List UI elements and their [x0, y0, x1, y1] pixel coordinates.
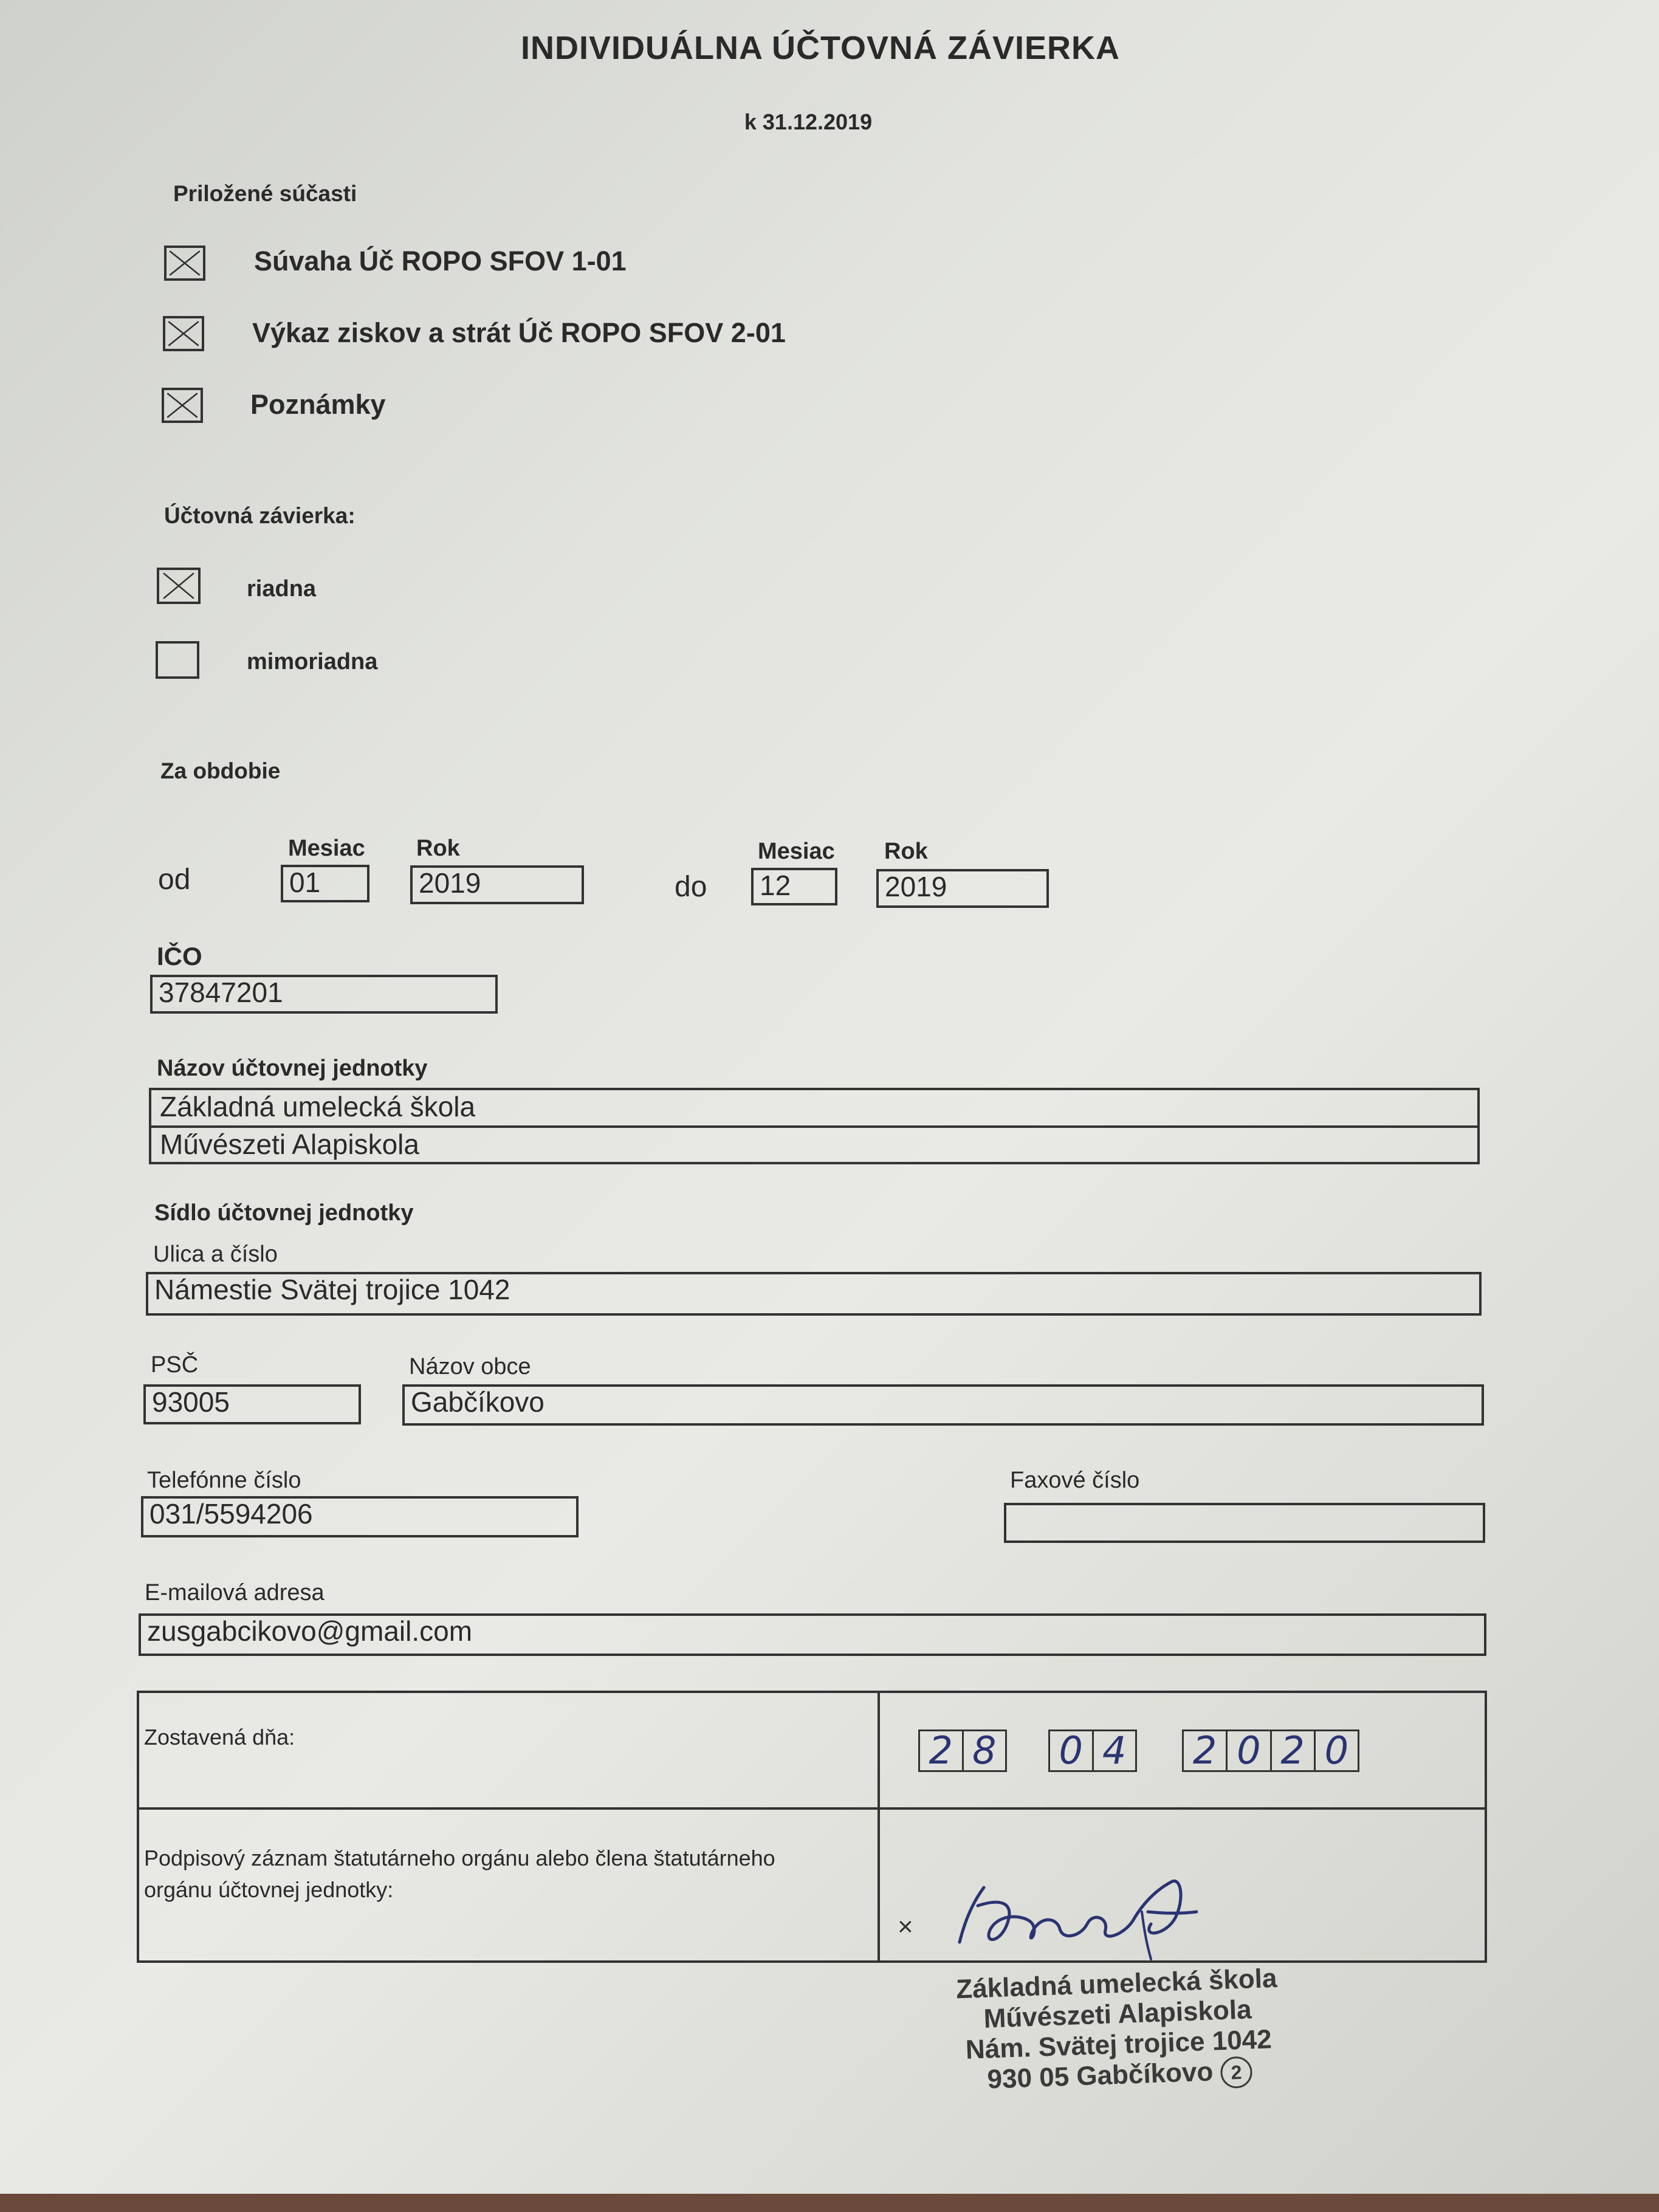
city-field[interactable]: Gabčíkovo	[402, 1384, 1484, 1426]
psc-field[interactable]: 93005	[143, 1384, 361, 1424]
compiled-month-digit: 0	[1050, 1731, 1094, 1770]
checkbox-mimoriadna[interactable]	[156, 641, 199, 679]
to-year-label: Rok	[884, 839, 928, 864]
document-date: k 31.12.2019	[744, 109, 873, 134]
phone-label: Telefónne číslo	[147, 1468, 301, 1493]
checkbox-cross-icon	[164, 390, 201, 421]
checkbox-poznamky[interactable]	[162, 388, 203, 423]
organization-stamp	[928, 1962, 1309, 2099]
from-month-field[interactable]: 01	[281, 865, 369, 902]
to-month-label: Mesiac	[758, 839, 835, 864]
ico-label: IČO	[157, 942, 202, 970]
psc-label: PSČ	[151, 1352, 199, 1378]
to-label: do	[675, 871, 707, 903]
from-year-field[interactable]: 2019	[410, 865, 584, 904]
compiled-year-digit: 2	[1272, 1731, 1316, 1770]
to-month-field[interactable]: 12	[751, 868, 837, 905]
stamp-line1: Základná umelecká škola	[955, 1963, 1278, 2005]
checkbox-cross-icon	[165, 318, 202, 349]
stamp-line2: Művészeti Alapiskola	[983, 1994, 1252, 2034]
checkbox-riadna[interactable]	[157, 568, 201, 604]
street-field[interactable]: Námestie Svätej trojice 1042	[146, 1272, 1482, 1316]
document-title: INDIVIDUÁLNA ÚČTOVNÁ ZÁVIERKA	[520, 30, 1121, 66]
table-vertical-divider	[878, 1693, 880, 1960]
entity-name-line2: Művészeti Alapiskola	[160, 1128, 419, 1160]
city-label: Názov obce	[409, 1354, 531, 1379]
address-heading: Sídlo účtovnej jednotky	[154, 1200, 414, 1226]
ico-field[interactable]: 37847201	[150, 975, 498, 1014]
closing-label-mimoriadna: mimoriadna	[247, 649, 378, 675]
email-field[interactable]: zusgabcikovo@gmail.com	[139, 1613, 1486, 1656]
closing-label-riadna: riadna	[247, 576, 317, 602]
from-year-label: Rok	[416, 836, 460, 861]
fax-field[interactable]	[1004, 1503, 1485, 1543]
stamp-badge: 2	[1220, 2056, 1253, 2089]
checkbox-suvaha[interactable]	[164, 246, 205, 281]
entity-name-line1: Základná umelecká škola	[160, 1091, 476, 1122]
attachment-label-poznamky: Poznámky	[250, 389, 386, 420]
compiled-year-digit: 0	[1228, 1731, 1271, 1770]
entity-name-label: Názov účtovnej jednotky	[157, 1056, 428, 1081]
compiled-day-field[interactable]	[918, 1729, 1007, 1772]
compiled-day-digit: 8	[972, 1728, 997, 1773]
table-horizontal-divider	[139, 1807, 1485, 1810]
from-month-label: Mesiac	[288, 836, 365, 861]
compiled-year-digit: 0	[1324, 1728, 1349, 1773]
stamp-line3: Nám. Svätej trojice 1042	[965, 2024, 1273, 2065]
attachment-label-suvaha: Súvaha Úč ROPO SFOV 1-01	[254, 246, 627, 276]
closing-type-heading: Účtovná závierka:	[164, 503, 355, 528]
handwritten-signature	[941, 1863, 1221, 1960]
street-label: Ulica a číslo	[153, 1242, 278, 1267]
compiled-year-digit: 2	[1184, 1731, 1228, 1770]
entity-name-divider	[151, 1125, 1477, 1128]
attachment-label-vykaz: Výkaz ziskov a strát Úč ROPO SFOV 2-01	[252, 317, 786, 348]
checkbox-cross-icon	[167, 248, 203, 278]
signature-mark: ×	[898, 1912, 913, 1942]
signature-label	[144, 1843, 775, 1906]
from-label: od	[158, 864, 191, 896]
compiled-month-digit: 4	[1102, 1728, 1127, 1773]
checkbox-vykaz[interactable]	[163, 316, 204, 351]
signature-label-line2: orgánu účtovnej jednotky:	[144, 1877, 394, 1903]
compiled-month-field[interactable]	[1048, 1729, 1137, 1772]
attachments-heading: Priložené súčasti	[173, 181, 357, 206]
table-surface-edge	[0, 2194, 1659, 2212]
email-label: E-mailová adresa	[145, 1580, 325, 1606]
compiled-year-field[interactable]	[1182, 1729, 1359, 1772]
stamp-city: 930 05 Gabčíkovo	[986, 2056, 1214, 2095]
signature-table	[137, 1691, 1487, 1963]
checkbox-cross-icon	[159, 570, 198, 602]
to-year-field[interactable]: 2019	[876, 869, 1049, 908]
fax-label: Faxové číslo	[1010, 1468, 1140, 1493]
compiled-label: Zostavená dňa:	[144, 1725, 295, 1750]
compiled-day-digit: 2	[920, 1731, 964, 1770]
signature-label-line1: Podpisový záznam štatutárneho orgánu alebo člena štatutárneho	[144, 1846, 775, 1870]
entity-name-field[interactable]	[149, 1088, 1480, 1164]
phone-field[interactable]: 031/5594206	[141, 1496, 579, 1537]
period-heading: Za obdobie	[160, 758, 281, 783]
